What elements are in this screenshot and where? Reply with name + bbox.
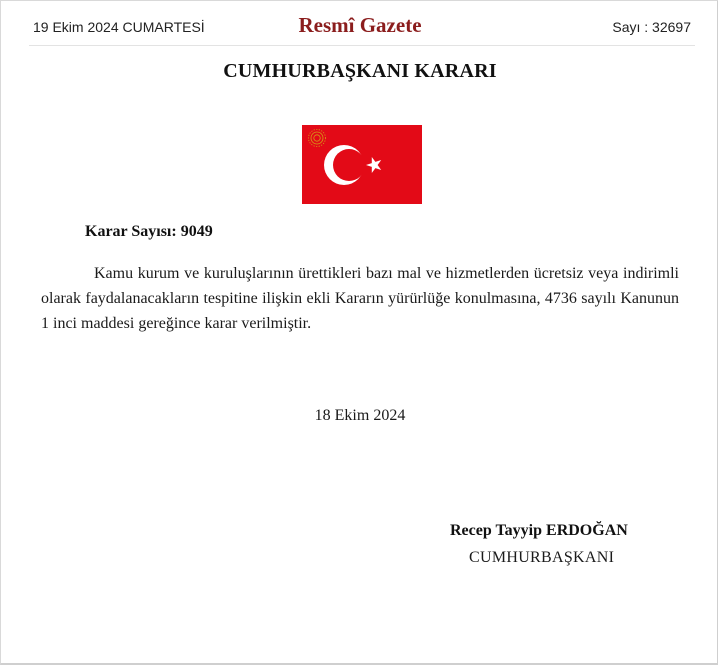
signer-title: CUMHURBAŞKANI [469,549,615,566]
document-title: CUMHURBAŞKANI KARARI [223,60,497,82]
gazette-masthead: Resmî Gazete [298,13,422,37]
signer-name: Recep Tayyip ERDOĞAN [450,522,628,539]
decision-body [41,261,679,336]
decision-body-text: Kamu kurum ve kuruluşlarının ürettikleri bazı mal ve hizmetlerden ücretsiz veya indirimli olarak faydalanacakların tespitine ilişkin ekli Kararın yürürlüğe konulmasına, 4736 sayılı Kanunun 1 inci maddesi gereğince karar verilmiştir. [41,265,679,332]
gazette-issue-number: Sayı : 32697 [612,19,691,35]
gazette-date: 19 Ekim 2024 CUMARTESİ [33,19,205,35]
decision-number: Karar Sayısı: 9049 [85,223,213,240]
signature-date: 18 Ekim 2024 [314,407,406,424]
header-divider [29,45,695,46]
turkish-flag-icon [302,125,422,204]
